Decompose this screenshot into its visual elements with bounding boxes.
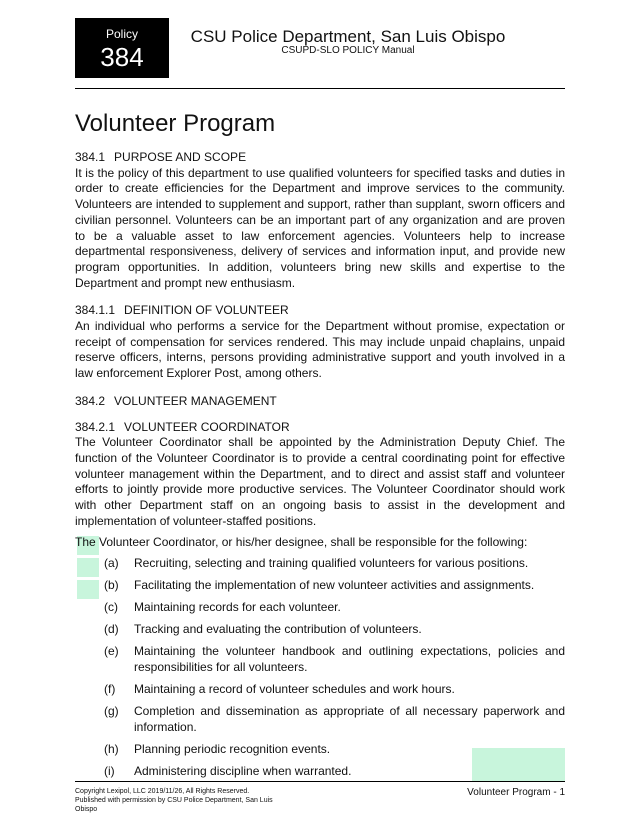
section-heading	[75, 394, 565, 410]
page-label: Volunteer Program - 1	[467, 787, 565, 798]
list-marker: (a)	[104, 556, 119, 571]
copyright-notice: Copyright Lexipol, LLC 2019/11/26, All Rights Reserved. Published with permission by CSU Police Department, San Luis Obispo	[75, 788, 273, 813]
section-heading	[75, 303, 565, 319]
section-title: VOLUNTEER MANAGEMENT	[114, 393, 277, 408]
section-paragraph: An individual who performs a service for the Department without promise, expectation or receipt of compensation for services rendered. This may include unpaid chaplains, unpaid reserve officers, interns, persons providing administrative support and youth involved in a law enforcement Explorer Post, among others.	[75, 319, 565, 381]
header-divider	[75, 88, 565, 89]
list-item-text: Administering discipline when warranted.	[134, 763, 352, 778]
list-item-text: Planning periodic recognition events.	[134, 741, 331, 756]
list-item	[75, 622, 565, 638]
list-marker: (c)	[104, 600, 118, 615]
section-paragraph: The Volunteer Coordinator shall be appointed by the Administration Deputy Chief. The function of the Volunteer Coordinator is to provide a central coordinating point for effective volunteer management within the Department, and to direct and assist staff and volunteer efforts to jointly provide more productive services. The Volunteer Coordinator should work with other Department staff on an ongoing basis to assist in the development and implementation of volunteer-staffed positions.	[75, 435, 565, 528]
section-title: VOLUNTEER COORDINATOR	[124, 419, 290, 434]
list-item	[75, 556, 565, 572]
section-title: DEFINITION OF VOLUNTEER	[124, 303, 289, 318]
document-body	[75, 150, 565, 786]
list-item-text: Facilitating the implementation of new volunteer activities and assignments.	[134, 578, 535, 593]
list-marker: (g)	[104, 703, 119, 718]
responsibility-list	[75, 556, 565, 779]
list-marker: (f)	[104, 681, 116, 696]
list-item	[75, 578, 565, 594]
highlight-marker	[472, 748, 565, 781]
list-item-text: Completion and dissemination as appropriate of all necessary paperwork and information.	[134, 703, 565, 734]
list-item	[75, 704, 565, 735]
list-marker: (e)	[104, 644, 119, 659]
list-item-text: Maintaining a record of volunteer schedules and work hours.	[134, 681, 455, 696]
list-marker: (i)	[104, 763, 115, 778]
list-item-text: Tracking and evaluating the contribution of volunteers.	[134, 622, 422, 637]
list-item-text: Recruiting, selecting and training qualified volunteers for various positions.	[134, 556, 529, 571]
policy-number: 384	[100, 42, 144, 72]
list-item-text: Maintaining the volunteer handbook and outlining expectations, policies and responsibilities for all volunteers.	[134, 644, 565, 674]
document-title: Volunteer Program	[75, 110, 276, 137]
list-item-text: Maintaining records for each volunteer.	[134, 600, 341, 615]
list-intro: The Volunteer Coordinator, or his/her designee, shall be responsible for the following:	[75, 535, 528, 550]
policy-label: Policy	[105, 27, 138, 41]
organization-title: CSU Police Department, San Luis Obispo	[190, 27, 506, 46]
footer-divider	[75, 781, 565, 782]
list-marker: (h)	[104, 741, 119, 756]
section-number: 384.2.1	[75, 419, 116, 434]
list-marker: (b)	[104, 578, 119, 593]
section-number: 384.1.1	[75, 303, 116, 318]
section-title: PURPOSE AND SCOPE	[114, 150, 247, 164]
policy-number-box	[75, 18, 169, 78]
list-item	[75, 644, 565, 675]
section-heading	[75, 420, 565, 436]
list-marker: (d)	[104, 622, 119, 637]
manual-name: CSUPD-SLO POLICY Manual	[281, 45, 415, 56]
section-number: 384.1	[75, 150, 106, 164]
section-paragraph: It is the policy of this department to use qualified volunteers for specified tasks and duties in order to create efficiencies for the Department and improve services to the community. Volunteers are intended to supplement and support, rather than supplant, sworn officers and civilian personnel. Volunteers can be an important part of any organization and are proven to be a valuable asset to law enforcement agencies. Volunteers help to increase departmental responsiveness, delivery of services and information input, and provide new program opportunities. In addition, volunteers bring new skills and expertise to the Department and prompt new enthusiasm.	[75, 165, 565, 290]
list-item	[75, 600, 565, 616]
section-number: 384.2	[75, 393, 106, 408]
list-item	[75, 682, 565, 698]
section-heading	[75, 150, 565, 166]
